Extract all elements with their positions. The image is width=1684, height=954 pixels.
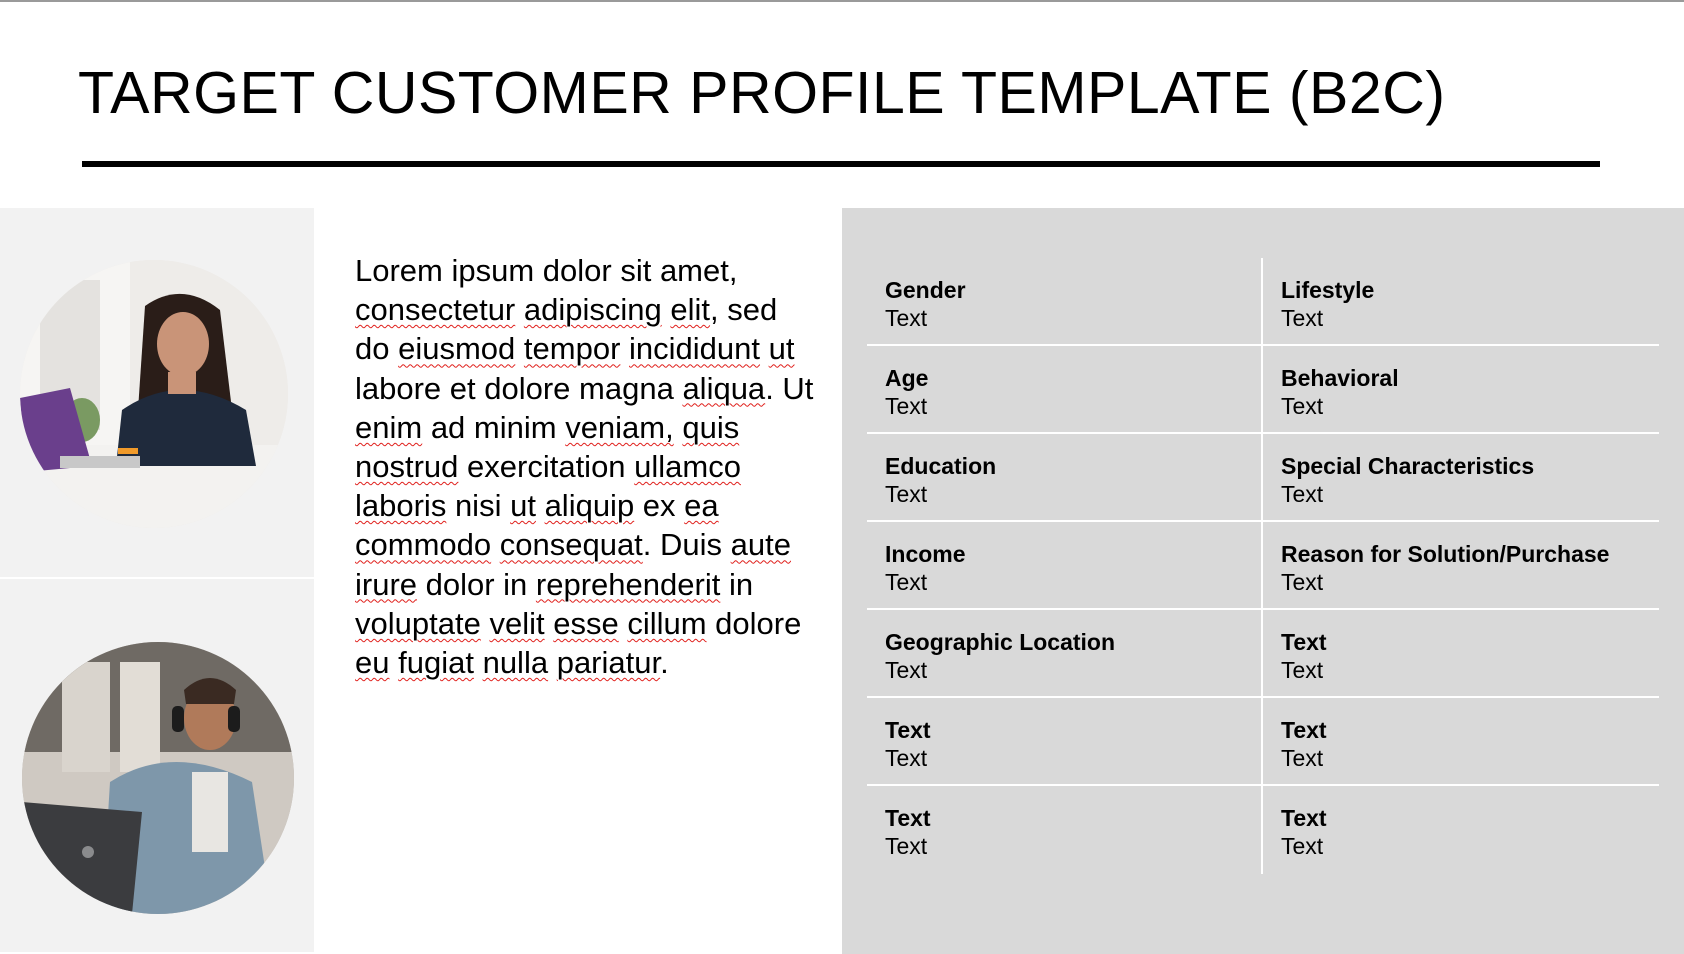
- paragraph-text: . Ut: [765, 370, 814, 406]
- paragraph-text: [515, 331, 524, 366]
- attribute-value: Text: [885, 393, 928, 419]
- paragraph-text: [515, 292, 524, 327]
- profile-cell[interactable]: [867, 346, 1263, 434]
- attribute-label: Age: [885, 365, 929, 391]
- paragraph-text: .: [660, 645, 669, 681]
- spellcheck-flagged-word: velit: [489, 605, 545, 641]
- attribute-label: Text: [1281, 629, 1327, 655]
- spellcheck-flagged-word: eu: [355, 645, 390, 681]
- attribute-label: Text: [885, 717, 931, 743]
- attribute-label: Behavioral: [1281, 365, 1399, 391]
- spellcheck-flagged-word: veniam,: [565, 409, 674, 445]
- spellcheck-flagged-word: quis: [682, 409, 740, 445]
- spellcheck-flagged-word: consequat: [499, 527, 643, 563]
- spellcheck-flagged-word: irure: [355, 566, 418, 602]
- spellcheck-flagged-word: ullamco: [634, 449, 741, 485]
- attribute-label: Gender: [885, 277, 966, 303]
- spellcheck-flagged-word: tempor: [523, 331, 621, 367]
- man-with-headphones-image: [22, 642, 294, 914]
- spellcheck-flagged-word: aliqua: [682, 370, 766, 406]
- profile-cell[interactable]: [867, 786, 1263, 874]
- customer-photo-man[interactable]: [22, 642, 294, 914]
- spellcheck-flagged-word: elit: [670, 292, 711, 328]
- profile-cell[interactable]: [867, 434, 1263, 522]
- paragraph-text: , sed do: [355, 292, 778, 367]
- spellcheck-flagged-word: pariatur: [556, 645, 661, 681]
- paragraph-text: [548, 645, 557, 680]
- spellcheck-flagged-word: cillum: [627, 605, 707, 641]
- profile-cell[interactable]: [1263, 610, 1659, 698]
- customer-photo-woman[interactable]: [20, 260, 288, 528]
- spellcheck-flagged-word: reprehenderit: [535, 566, 721, 602]
- attribute-value: Text: [885, 481, 928, 507]
- attribute-label: Geographic Location: [885, 629, 1116, 655]
- spellcheck-flagged-word: esse: [553, 605, 619, 641]
- paragraph-text: [760, 331, 769, 366]
- spellcheck-flagged-word: aliquip: [544, 488, 635, 524]
- spellcheck-flagged-word: adipiscing: [523, 292, 662, 328]
- attribute-value: Text: [885, 569, 928, 595]
- profile-cell[interactable]: [1263, 346, 1659, 434]
- spellcheck-flagged-word: aute: [730, 527, 791, 563]
- spellcheck-flagged-word: enim: [355, 409, 423, 445]
- attribute-value: Text: [885, 305, 928, 331]
- attribute-value: Text: [1281, 305, 1324, 331]
- profile-cell[interactable]: [867, 258, 1263, 346]
- spellcheck-flagged-word: voluptate: [355, 605, 481, 641]
- spellcheck-flagged-word: laboris: [355, 488, 447, 524]
- spellcheck-flagged-word: ut: [768, 331, 795, 367]
- spellcheck-flagged-word: incididunt: [629, 331, 761, 367]
- attribute-label: Text: [885, 805, 931, 831]
- paragraph-text: dolor in: [417, 566, 536, 602]
- attribute-value: Text: [885, 745, 928, 771]
- photo-divider: [0, 577, 314, 579]
- paragraph-text: exercitation: [458, 449, 635, 485]
- profile-cell[interactable]: [1263, 434, 1659, 522]
- title-rule: [82, 161, 1600, 167]
- paragraph-text: [545, 606, 554, 641]
- attribute-label: Text: [1281, 717, 1327, 743]
- attribute-label: Lifestyle: [1281, 277, 1375, 303]
- profile-cell[interactable]: [867, 610, 1263, 698]
- attribute-value: Text: [885, 833, 928, 859]
- spellcheck-flagged-word: nostrud: [355, 449, 459, 485]
- spellcheck-flagged-word: fugiat: [398, 645, 474, 681]
- attribute-value: Text: [1281, 745, 1324, 771]
- paragraph-text: Lorem ipsum dolor sit amet,: [355, 253, 738, 288]
- attribute-label: Text: [1281, 805, 1327, 831]
- profile-cell[interactable]: [1263, 786, 1659, 874]
- attribute-value: Text: [1281, 393, 1324, 419]
- profile-cell[interactable]: [867, 698, 1263, 786]
- paragraph-text: [389, 645, 398, 680]
- profile-attribute-table: [867, 258, 1659, 874]
- attribute-value: Text: [1281, 657, 1324, 683]
- profile-cell[interactable]: [1263, 698, 1659, 786]
- spellcheck-flagged-word: ea: [684, 488, 719, 524]
- attribute-value: Text: [1281, 481, 1324, 507]
- paragraph-text: ad minim: [422, 409, 566, 445]
- attribute-label: Income: [885, 541, 966, 567]
- paragraph-text: [474, 645, 483, 680]
- profile-cell[interactable]: [1263, 258, 1659, 346]
- attribute-value: Text: [1281, 833, 1324, 859]
- spellcheck-flagged-word: nulla: [482, 645, 549, 681]
- paragraph-text: dolore: [706, 605, 802, 641]
- attribute-value: Text: [885, 657, 928, 683]
- paragraph-text: [491, 527, 500, 562]
- slide-title[interactable]: TARGET CUSTOMER PROFILE TEMPLATE (B2C): [78, 60, 1446, 126]
- profile-cell[interactable]: [1263, 522, 1659, 610]
- spellcheck-flagged-word: consectetur: [355, 292, 516, 328]
- attribute-label: Reason for Solution/Purchase: [1281, 541, 1610, 567]
- paragraph-text: [620, 331, 629, 366]
- spellcheck-flagged-word: commodo: [355, 527, 492, 563]
- spellcheck-flagged-word: eiusmod: [398, 331, 516, 367]
- paragraph-text: in: [720, 566, 754, 602]
- description-paragraph[interactable]: [355, 251, 815, 682]
- profile-cell[interactable]: [867, 522, 1263, 610]
- paragraph-text: . Duis: [642, 527, 731, 563]
- woman-at-laptop-image: [20, 260, 288, 528]
- paragraph-text: nisi: [446, 488, 511, 524]
- attribute-label: Education: [885, 453, 997, 479]
- spellcheck-flagged-word: ut: [510, 488, 536, 524]
- paragraph-text: labore et dolore magna: [355, 370, 683, 406]
- attribute-value: Text: [1281, 569, 1324, 595]
- paragraph-text: ex: [634, 488, 685, 524]
- paragraph-text: [536, 488, 545, 523]
- attribute-label: Special Characteristics: [1281, 453, 1535, 479]
